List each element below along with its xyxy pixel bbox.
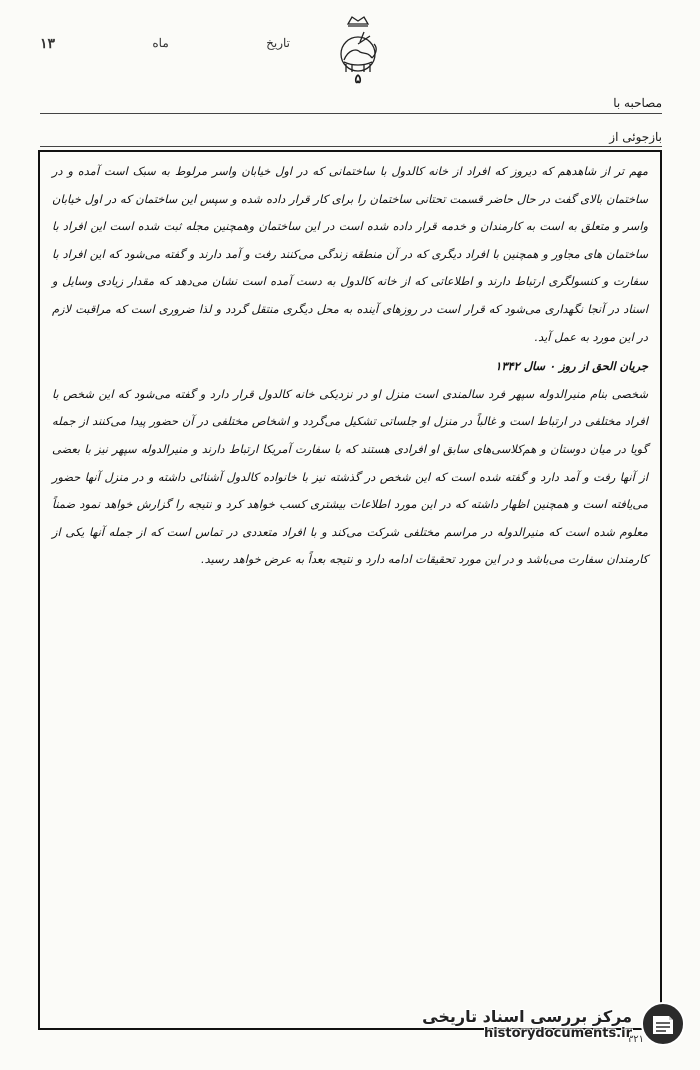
page-mark: ۳۲۱ [627, 1034, 644, 1045]
header-rule-1 [40, 113, 662, 114]
emblem-number: ۵ [354, 72, 362, 87]
interrogation-of-label: بازجوئی از [609, 130, 662, 144]
date-label: تاریخ [266, 36, 290, 50]
watermark-text [422, 1007, 632, 1041]
paragraph-1: مهم تر از شاهدهم که دیروز که افراد از خانه کالدول با ساختمانی که در اول خیابان واسر مرلوط به سبک است آمده و در ساختمان بالای گفت در حال حاضر قسمت تحتانی ساختمان را برای کار قرار داده شده و سپس این ساختمان که در اول خیابان واسر و متعلق به است به کارمندان و خدمه قرار داده شده است در این ساختمان وهمچنین مجله ثبت شده است این افراد با ساختمان های مجاور و همچنین با افراد دیگری که در آن منطقه زندگی می‌کنند رفت و آمد دارند و گفته می‌شود که این افراد با سفارت و کنسولگری ارتباط دارند و اطلاعاتی که از خانه کالدول به دست آمده است نشان می‌دهد که مقدار زیادی وسایل و اسناد در آنجا نگهداری می‌شود که قرار است در روزهای آینده به محل دیگری منتقل گردد و لذا ضروری است که مراقبت لازم در این مورد به عمل آید. [52, 164, 648, 344]
section-heading: جریان الحق از روز ۰ سال ۱۳۴۲ [495, 359, 648, 374]
archive-logo-icon [640, 1001, 686, 1047]
year-value: ۱۳ [40, 36, 56, 52]
watermark-url: historydocuments.ir [483, 1026, 632, 1041]
form-labels [542, 92, 662, 148]
month-label: ماه [152, 36, 169, 50]
interview-with-label: مصاحبه با [613, 96, 662, 110]
header-rule-2 [40, 146, 662, 147]
handwritten-body [52, 158, 648, 574]
header-date-row [40, 36, 290, 52]
paragraph-2: شخصی بنام منیرالدوله سپهر فرد سالمندی است منزل او در نزدیکی خانه کالدول قرار دارد و گفته می‌شود که این شخص با افراد مختلفی در ارتباط است و غالباً در منزل او جلساتی تشکیل می‌گردد و اشخاص مختلفی در آن حضور پیدا می‌کنند از جمله گویا در میان دوستان و هم‌کلاسی‌های سابق او افرادی هستند که با سفارت آمریکا ارتباط دارند و منیرالدوله سپهر نیز با بعضی از آنها رفت و آمد دارد و گفته شده است که این شخص در گذشته نیز با خانواده کالدول آشنائی داشته و در منزل آنها حضور می‌یافته است و همچنین اظهار داشته که در این مورد اطلاعات بیشتری کسب خواهد کرد و نتیجه را گزارش خواهد نمود ضمناً معلوم شده است که منیرالدوله در مراسم مختلفی شرکت می‌کند و با افراد متعددی در تماس است که از جمله آنها یکی از کارمندان سفارت می‌باشد و در این مورد تحقیقات ادامه دارد و نتیجه بعداً به عرض خواهد رسید. [52, 386, 648, 567]
watermark [386, 994, 686, 1054]
watermark-title: مرکز بررسی اسناد تاریخی [422, 1007, 632, 1026]
